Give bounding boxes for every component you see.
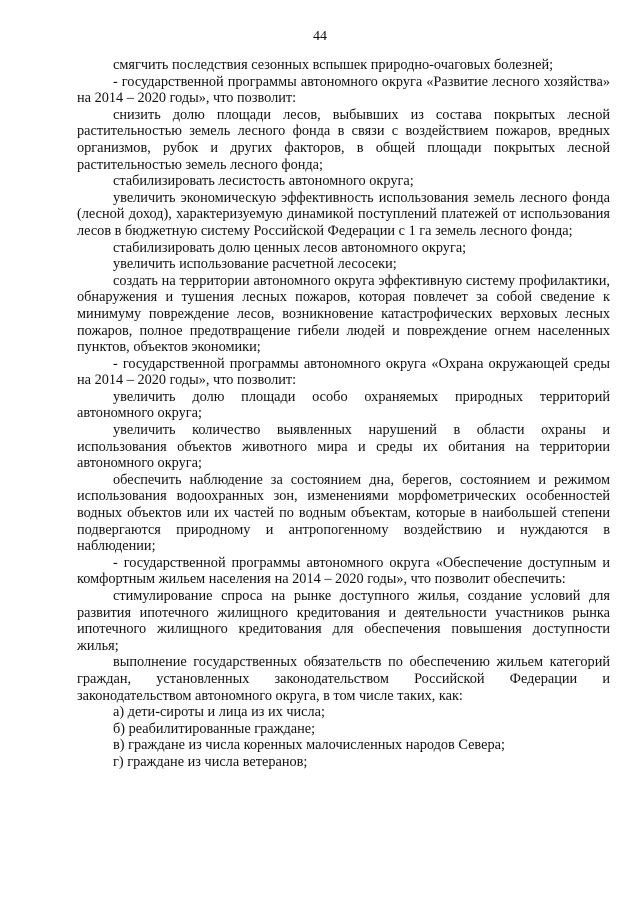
paragraph: выполнение государственных обязательств по обеспечению жильем категорий граждан, установленных законодательством Российской Федерации и законодательством автономного округа, в том числе таких, как: — [77, 654, 610, 704]
page-number: 44 — [313, 29, 327, 44]
paragraph: создать на территории автономного округа эффективную систему профилактики, обнаружения и тушения лесных пожаров, которая повлечет за собой сведение к минимуму повреждение лесов, возникновение катастрофических верховых лесных пожаров, полное предотвращение гибели людей и повреждение огнем населенных пунктов, объектов экономики; — [77, 272, 610, 356]
paragraph: стабилизировать лесистость автономного округа; — [113, 173, 414, 190]
paragraph: стабилизировать долю ценных лесов автономного округа; — [113, 239, 467, 256]
paragraph: стимулирование спроса на рынке доступного жилья, создание условий для развития ипотечного жилищного кредитования и деятельности участников рынка ипотечного жилищного кредитования для обеспечения повышения доступности жилья; — [77, 588, 610, 654]
paragraph: - государственной программы автономного округа «Развитие лесного хозяйства» на 2014 – 2020 годы», что позволит: — [77, 73, 610, 107]
paragraph: увеличить количество выявленных нарушений в области охраны и использования объектов животного мира и среды их обитания на территории автономного округа; — [77, 422, 610, 472]
paragraph: - государственной программы автономного округа «Охрана окружающей среды на 2014 – 2020 годы», что позволит: — [77, 355, 610, 389]
paragraph: увеличить использование расчетной лесосеки; — [113, 256, 397, 273]
paragraph: - государственной программы автономного округа «Обеспечение доступным и комфортным жильем населения на 2014 – 2020 годы», что позволит обеспечить: — [77, 554, 610, 588]
list-item: а) дети-сироты и лица из их числа; — [113, 704, 325, 721]
paragraph: увеличить долю площади особо охраняемых природных территорий автономного округа; — [77, 388, 610, 422]
paragraph: увеличить экономическую эффективность использования земель лесного фонда (лесной доход), характеризуемую динамикой поступлений платежей от использования лесов в бюджетную систему Российской Федерации с 1 га земель лесного фонда; — [77, 189, 610, 239]
list-item: г) граждане из числа ветеранов; — [113, 753, 308, 770]
list-item: б) реабилитированные граждане; — [113, 720, 316, 737]
paragraph: снизить долю площади лесов, выбывших из состава покрытых лесной растительностью земель лесного фонда в связи с воздействием пожаров, вредных организмов, рубок и других факторов, в общей площади покрытых лесной растительностью земель лесного фонда; — [77, 106, 610, 173]
paragraph: смягчить последствия сезонных вспышек природно-очаговых болезней; — [113, 57, 554, 73]
document-body — [77, 57, 610, 771]
paragraph: обеспечить наблюдение за состоянием дна, берегов, состоянием и режимом использования водоохранных зон, изменениями морфометрических особенностей водных объектов или их частей по водным объектам, которые в наибольшей степени подвергаются природному и антропогенному воздействию и нуждаются в наблюдении; — [77, 471, 610, 555]
list-item: в) граждане из числа коренных малочисленных народов Севера; — [113, 737, 505, 754]
